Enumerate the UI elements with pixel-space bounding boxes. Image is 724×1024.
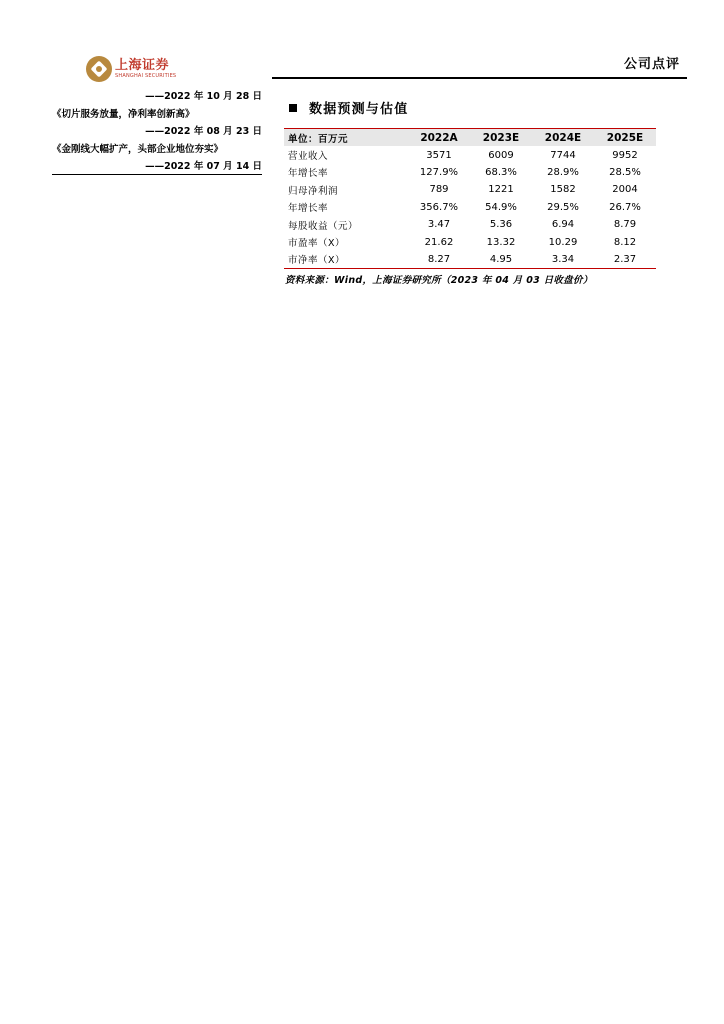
row-label: 每股收益（元） — [288, 220, 359, 232]
table-cell: 9952 — [612, 149, 638, 161]
section-heading — [289, 98, 408, 117]
report-type-title: 公司点评 — [623, 57, 680, 72]
unit-label: 单位：百万元 — [288, 133, 349, 145]
table-row — [284, 146, 656, 163]
table-cell: 3571 — [426, 149, 452, 161]
table-row — [284, 216, 656, 233]
logo-emblem-icon — [86, 56, 112, 82]
row-label: 年增长率 — [288, 203, 329, 215]
table-cell: 28.9% — [547, 166, 579, 178]
related-report-date: ——2022 年 10 月 28 日 — [145, 91, 262, 102]
table-cell: 2004 — [612, 184, 638, 196]
header-divider — [272, 77, 687, 79]
row-label: 营业收入 — [288, 151, 329, 163]
table-row — [284, 233, 656, 250]
column-header: 2025E — [606, 131, 644, 144]
row-label: 市盈率（X） — [288, 238, 346, 250]
table-row — [284, 181, 656, 198]
table-cell: 8.27 — [427, 253, 451, 265]
table-cell: 3.34 — [551, 253, 575, 265]
table-row — [284, 251, 656, 269]
logo-subtext: SHANGHAI SECURITIES — [115, 73, 177, 79]
related-report-date: ——2022 年 07 月 14 日 — [145, 161, 262, 172]
table-cell: 4.95 — [489, 253, 513, 265]
table-cell: 5.36 — [489, 219, 513, 231]
table-cell: 3.47 — [427, 219, 451, 231]
table-cell: 789 — [429, 184, 449, 196]
table-cell: 7744 — [550, 149, 576, 161]
table-cell: 54.9% — [485, 201, 517, 213]
table-cell: 21.62 — [424, 236, 454, 248]
square-bullet-icon — [289, 104, 297, 112]
row-label: 年增长率 — [288, 168, 329, 180]
table-cell: 10.29 — [548, 236, 578, 248]
forecast-valuation-table — [284, 128, 656, 269]
related-report-date: ——2022 年 08 月 23 日 — [145, 126, 262, 137]
table-cell: 29.5% — [547, 201, 579, 213]
table-cell: 2.37 — [613, 253, 637, 265]
section-heading-text: 数据预测与估值 — [309, 102, 409, 117]
table-cell: 356.7% — [419, 201, 459, 213]
table-cell: 28.5% — [609, 166, 641, 178]
row-label: 市净率（X） — [288, 255, 346, 267]
column-header: 2023E — [482, 131, 520, 144]
table-cell: 1221 — [488, 184, 514, 196]
table-cell: 68.3% — [485, 166, 517, 178]
table-cell: 6.94 — [551, 219, 575, 231]
table-header-row — [284, 129, 656, 147]
column-header: 2022A — [420, 131, 458, 144]
related-reports-divider — [52, 174, 262, 175]
column-header: 2024E — [544, 131, 582, 144]
table-cell: 8.12 — [613, 236, 637, 248]
logo-text: 上海证券 — [115, 58, 170, 73]
table-cell: 13.32 — [486, 236, 516, 248]
table-cell: 127.9% — [419, 166, 459, 178]
table-cell: 8.79 — [613, 219, 637, 231]
related-reports — [52, 88, 262, 176]
table-row — [284, 164, 656, 181]
related-report-title[interactable]: 《金刚线大幅扩产，头部企业地位夯实》 — [52, 143, 224, 155]
row-label: 归母净利润 — [288, 185, 339, 197]
data-source-note: 资料来源：Wind，上海证券研究所（2023 年 04 月 03 日收盘价） — [285, 275, 593, 286]
shanghai-securities-logo — [86, 55, 176, 83]
related-report-title[interactable]: 《切片服务放量，净利率创新高》 — [52, 108, 195, 120]
table-cell: 26.7% — [609, 201, 641, 213]
table-cell: 1582 — [550, 184, 576, 196]
table-cell: 6009 — [488, 149, 514, 161]
table-row — [284, 199, 656, 216]
